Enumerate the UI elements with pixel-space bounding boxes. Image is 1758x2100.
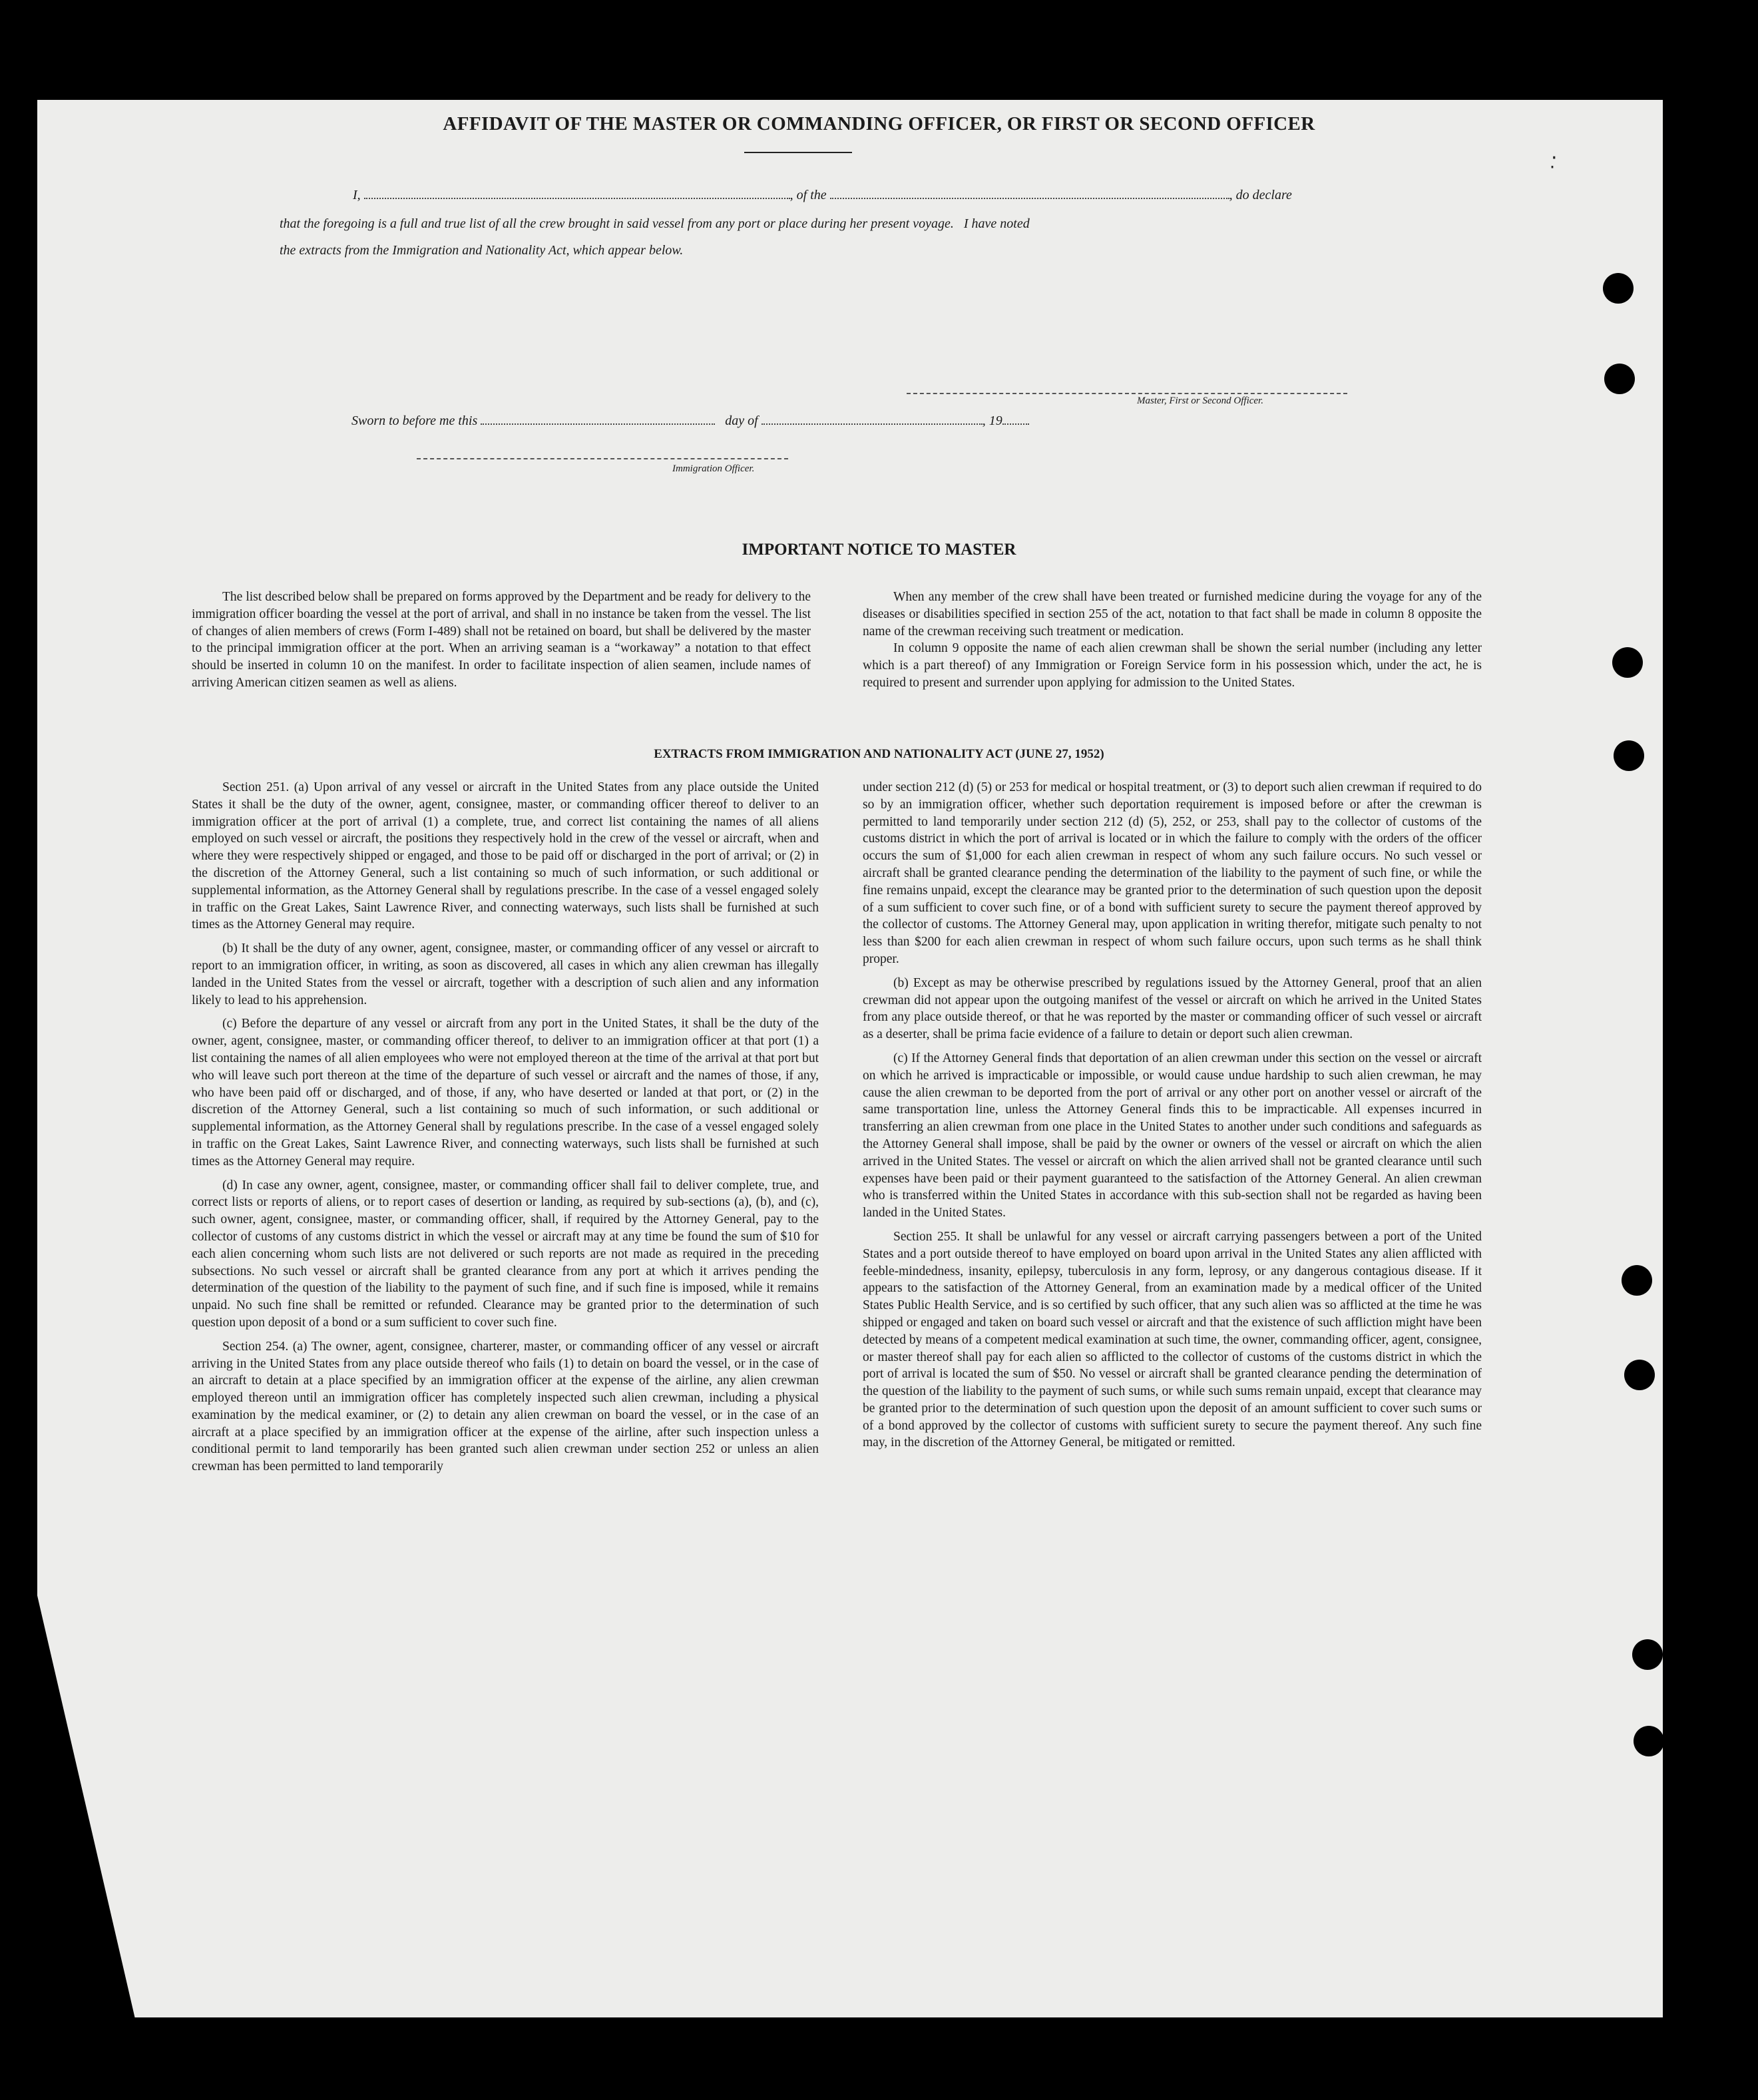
section-251-d: (d) In case any owner, agent, consignee, master, or commanding officer shall fail to deliver complete, true, and correct lists or reports of aliens, or to report cases of desertion or landing, as required by sub-sections (a), (b), and (c), such owner, agent, consignee, master, or commanding officer, shall, if required by the Attorney General, pay to the collector of customs of any customs district in which the vessel or aircraft may at any time be found the sum of $10 for each alien concerning whom such lists are not delivered or such reports are not made as required in the preceding subsections. No such vessel or aircraft shall be granted clearance from any port at which it arrives pending the determination of the question of the liability to the payment of such fine, and if such fine is imposed, while it remains unpaid. No such fine shall be remitted or refunded. Clearance may be granted prior to the determination of such question upon deposit of a bond or a sum sufficient to cover such fine. xyxy=(192,1178,819,1330)
punch-hole xyxy=(1634,1726,1664,1756)
sworn-month-field[interactable] xyxy=(762,411,983,425)
immigration-officer-line[interactable] xyxy=(417,458,788,459)
extracts-title: EXTRACTS FROM IMMIGRATION AND NATIONALITY ACT (JUNE 27, 1952) xyxy=(654,747,1104,761)
notice-right-paragraph-1: When any member of the crew shall have been treated or furnished medicine during the voyage for any of the diseases or disabilities specified in section 255 of the act, notation to that fact shall be made in column 8 opposite the name of the crewman receiving such treatment or medication. xyxy=(863,590,1482,639)
name-field[interactable] xyxy=(364,186,790,199)
title-rule xyxy=(744,152,852,153)
extracts-right-column xyxy=(863,779,1482,1458)
punch-hole xyxy=(1612,647,1643,678)
declaration-line-1 xyxy=(280,180,1318,210)
punch-hole xyxy=(1624,1360,1655,1390)
corner-marks: ·̣ xyxy=(1551,146,1558,170)
year-field[interactable] xyxy=(1002,411,1029,425)
sworn-day-field[interactable] xyxy=(481,411,715,425)
immigration-caption: Immigration Officer. xyxy=(672,463,755,474)
extracts-left-column xyxy=(192,779,819,1482)
section-254-b: (b) Except as may be otherwise prescribed by regulations issued by the Attorney General, proof that an alien crewman did not appear upon the outgoing manifest of the vessel or aircraft on which he arrived in the United States from any place outside thereof, or that he was reported by the master or commanding officer of such vessel or aircraft as a deserter, shall be prima facie evidence of a failure to detain or deport such alien crewman. xyxy=(863,975,1482,1042)
master-signature-line[interactable] xyxy=(907,393,1347,394)
declaration-of-the: , of the xyxy=(789,188,827,202)
day-of-label: day of xyxy=(725,413,758,428)
declaration xyxy=(280,180,1318,264)
sworn-label: Sworn to before me this xyxy=(351,413,478,428)
section-251-c: (c) Before the departure of any vessel or aircraft from any port in the United States, it shall be the duty of the owner, agent, consignee, master, or commanding officer thereof, to deliver to an immigration officer at that port (1) a list containing the names of all alien employees who were not employed thereon at the time of the arrival at that port but who will leave such port thereon at the time of the departure of such vessel or aircraft and the names of those, if any, who have been paid off or discharged, and of those, if any, who have deserted or landed at that port, or (2) in the discretion of the Attorney General, such a list containing so much of such information, or such additional or supplemental information, as the Attorney General shall by regulations prescribe. In the case of a vessel engaged solely in traffic on the Great Lakes, Saint Lawrence River, and connecting waterways, such lists shall be furnished at such times as the Attorney General may require. xyxy=(192,1017,819,1169)
sworn-line xyxy=(351,411,1029,429)
notice-left-column xyxy=(192,589,811,698)
notice-right-column xyxy=(863,589,1482,698)
section-255: Section 255. It shall be unlawful for any vessel or aircraft carrying passengers between a port of the United States and a port outside thereof to have employed on board upon arrival in the United States any alien afflicted with feeble-mindedness, insanity, epilepsy, tuberculosis in any form, leprosy, or any dangerous contagious disease. If it appears to the satisfaction of the Attorney General, from an examination made by a medical officer of the United States Public Health Service, and is so certified by such officer, that any such alien was so afflicted at the time he was shipped or engaged and taken on board such vessel or aircraft and that the existence of such affliction might have been detected by means of a competent medical examination at such time, the owner, commanding officer, agent, consignee, or master thereof shall pay for each alien so afflicted to the collector of customs of the customs district in which the port of arrival is located the sum of $50. No vessel or aircraft shall be granted clearance pending the determination of the question of the liability to the payment of such sums, or while such sums remain unpaid, except that clearance may be granted prior to the determination of such question upon the deposit of an amount sufficient to cover such sums or of a bond approved by the collector of customs with sufficient surety to secure the payment thereof. Any such fine may, in the discretion of the Attorney General, be mitigated or remitted. xyxy=(863,1229,1482,1450)
section-254-a-cont: under section 212 (d) (5) or 253 for medical or hospital treatment, or (3) to deport such alien crewman if required to do so by an immigration officer, whether such deportation requirement is imposed before or after the crewman is permitted to land temporarily under section 212 (d) (5), 252, or 253, shall pay to the collector of customs of the customs district in which the port of arrival is located or in which the failure to comply with the orders of the officer occurs the sum of $1,000 for each alien crewman in respect of whom any such failure occurs. No such vessel or aircraft shall be granted clearance pending the determination of the liability to the payment of such fine, or while the fine remains unpaid, except the clearance may be granted prior to the determination of such question upon the deposit of a sum sufficient to cover such fine, or of a bond with sufficient surety to secure the payment thereof approved by the collector of customs. The Attorney General may, upon application in writing therefor, mitigate such penalty to not less than $200 for each alien crewman in respect of whom such failure occurs, upon such terms as he shall think proper. xyxy=(863,780,1482,966)
notice-title: IMPORTANT NOTICE TO MASTER xyxy=(742,541,1016,559)
punch-hole xyxy=(1622,1265,1652,1296)
punch-hole xyxy=(1604,364,1635,394)
year-label: , 19 xyxy=(982,413,1002,428)
section-254-a: Section 254. (a) The owner, agent, consignee, charterer, master, or commanding officer of any vessel or aircraft arriving in the United States from any place outside thereof who fails (1) to detain on board the vessel, or in the case of an aircraft to detain at a place specified by an immigration officer at the expense of the airline, any alien crewman employed thereon until an immigration officer has completely inspected such alien crewman, including a physical examination by the medical examiner, or (2) to detain any alien crewman on board the vessel, or in the case of an aircraft at a place specified by an immigration officer at the expense of the airline, after such inspection unless a conditional permit to land temporarily has been granted such alien crewman under section 252 or unless an alien crewman has been permitted to land temporarily xyxy=(192,1339,819,1474)
notice-left-paragraph: The list described below shall be prepared on forms approved by the Department and be ready for delivery to the immigration officer boarding the vessel at the port of arrival, and shall in no instance be taken from the vessel. The list of changes of alien members of crews (Form I-489) shall not be retained on board, but shall be delivered by the master to the principal immigration officer at the port. When an arriving seaman is a “workaway” a notation to that effect should be inserted in column 10 on the manifest. In order to facilitate inspection of alien seamen, include names of arriving American citizen seamen as well as aliens. xyxy=(192,590,811,690)
section-254-c: (c) If the Attorney General finds that deportation of an alien crewman under this section on the vessel or aircraft on which he arrived is impracticable or impossible, or would cause undue hardship to such alien crewman, he may cause the alien crewman to be deported from the port of arrival or any other port on another vessel or aircraft of the same transportation line, unless the Attorney General finds this to be impracticable. All expenses incurred in transferring an alien crewman from one place in the United States to another under such conditions and safeguards as the Attorney General shall impose, shall be paid by the owner or owners of the vessel or aircraft on which the alien arrived in the United States. The vessel or aircraft on which the alien arrived shall not be granted clearance until such expenses have been paid or their payment guaranteed to the satisfaction of the Attorney General. An alien crewman who is transferred within the United States in accordance with this sub-section shall not be regarded as having been landed in the United States. xyxy=(863,1051,1482,1220)
declaration-line-2: that the foregoing is a full and true list of all the crew brought in said vessel from any port or place during her present voyage. I have noted xyxy=(280,216,1030,231)
punch-hole xyxy=(1603,273,1634,304)
declaration-line-3: the extracts from the Immigration and Nationality Act, which appear below. xyxy=(280,243,684,258)
punch-hole xyxy=(1632,1639,1663,1670)
declaration-i: I, xyxy=(353,188,361,202)
section-251-a: Section 251. (a) Upon arrival of any vessel or aircraft in the United States from any place outside the United States it shall be the duty of the owner, agent, consignee, master, or commanding officer thereof to deliver to an immigration officer at the port of arrival (1) a complete, true, and correct list containing the names of all aliens employed on such vessel or aircraft, the positions they respectively hold in the crew of the vessel or aircraft, when and where they were respectively shipped or engaged, and those to be paid off or discharged in the port of arrival; or (2) in the discretion of the Attorney General, such a list containing so much of such information, or such additional or supplemental information, as the Attorney General shall by regulations prescribe. In the case of a vessel engaged solely in traffic on the Great Lakes, Saint Lawrence River, and connecting waterways, such lists shall be furnished at such times as the Attorney General may require. xyxy=(192,780,819,932)
vessel-field[interactable] xyxy=(830,186,1229,199)
master-caption: Master, First or Second Officer. xyxy=(1137,395,1263,406)
affidavit-title: AFFIDAVIT OF THE MASTER OR COMMANDING OFFICER, OR FIRST OR SECOND OFFICER xyxy=(443,113,1315,134)
notice-right-paragraph-2: In column 9 opposite the name of each alien crewman shall be shown the serial number (including any letter which is a part thereof) of any Immigration or Foreign Service form in his possession which, under the act, he is required to present and surrender upon applying for admission to the United States. xyxy=(863,641,1482,690)
section-251-b: (b) It shall be the duty of any owner, agent, consignee, master, or commanding officer of any vessel or aircraft to report to an immigration officer, in writing, as soon as discovered, all cases in which any alien crewman has illegally landed in the United States from the vessel or aircraft, together with a description of such alien and any information likely to lead to his apprehension. xyxy=(192,941,819,1007)
declaration-do-declare: , do declare xyxy=(1229,188,1292,202)
